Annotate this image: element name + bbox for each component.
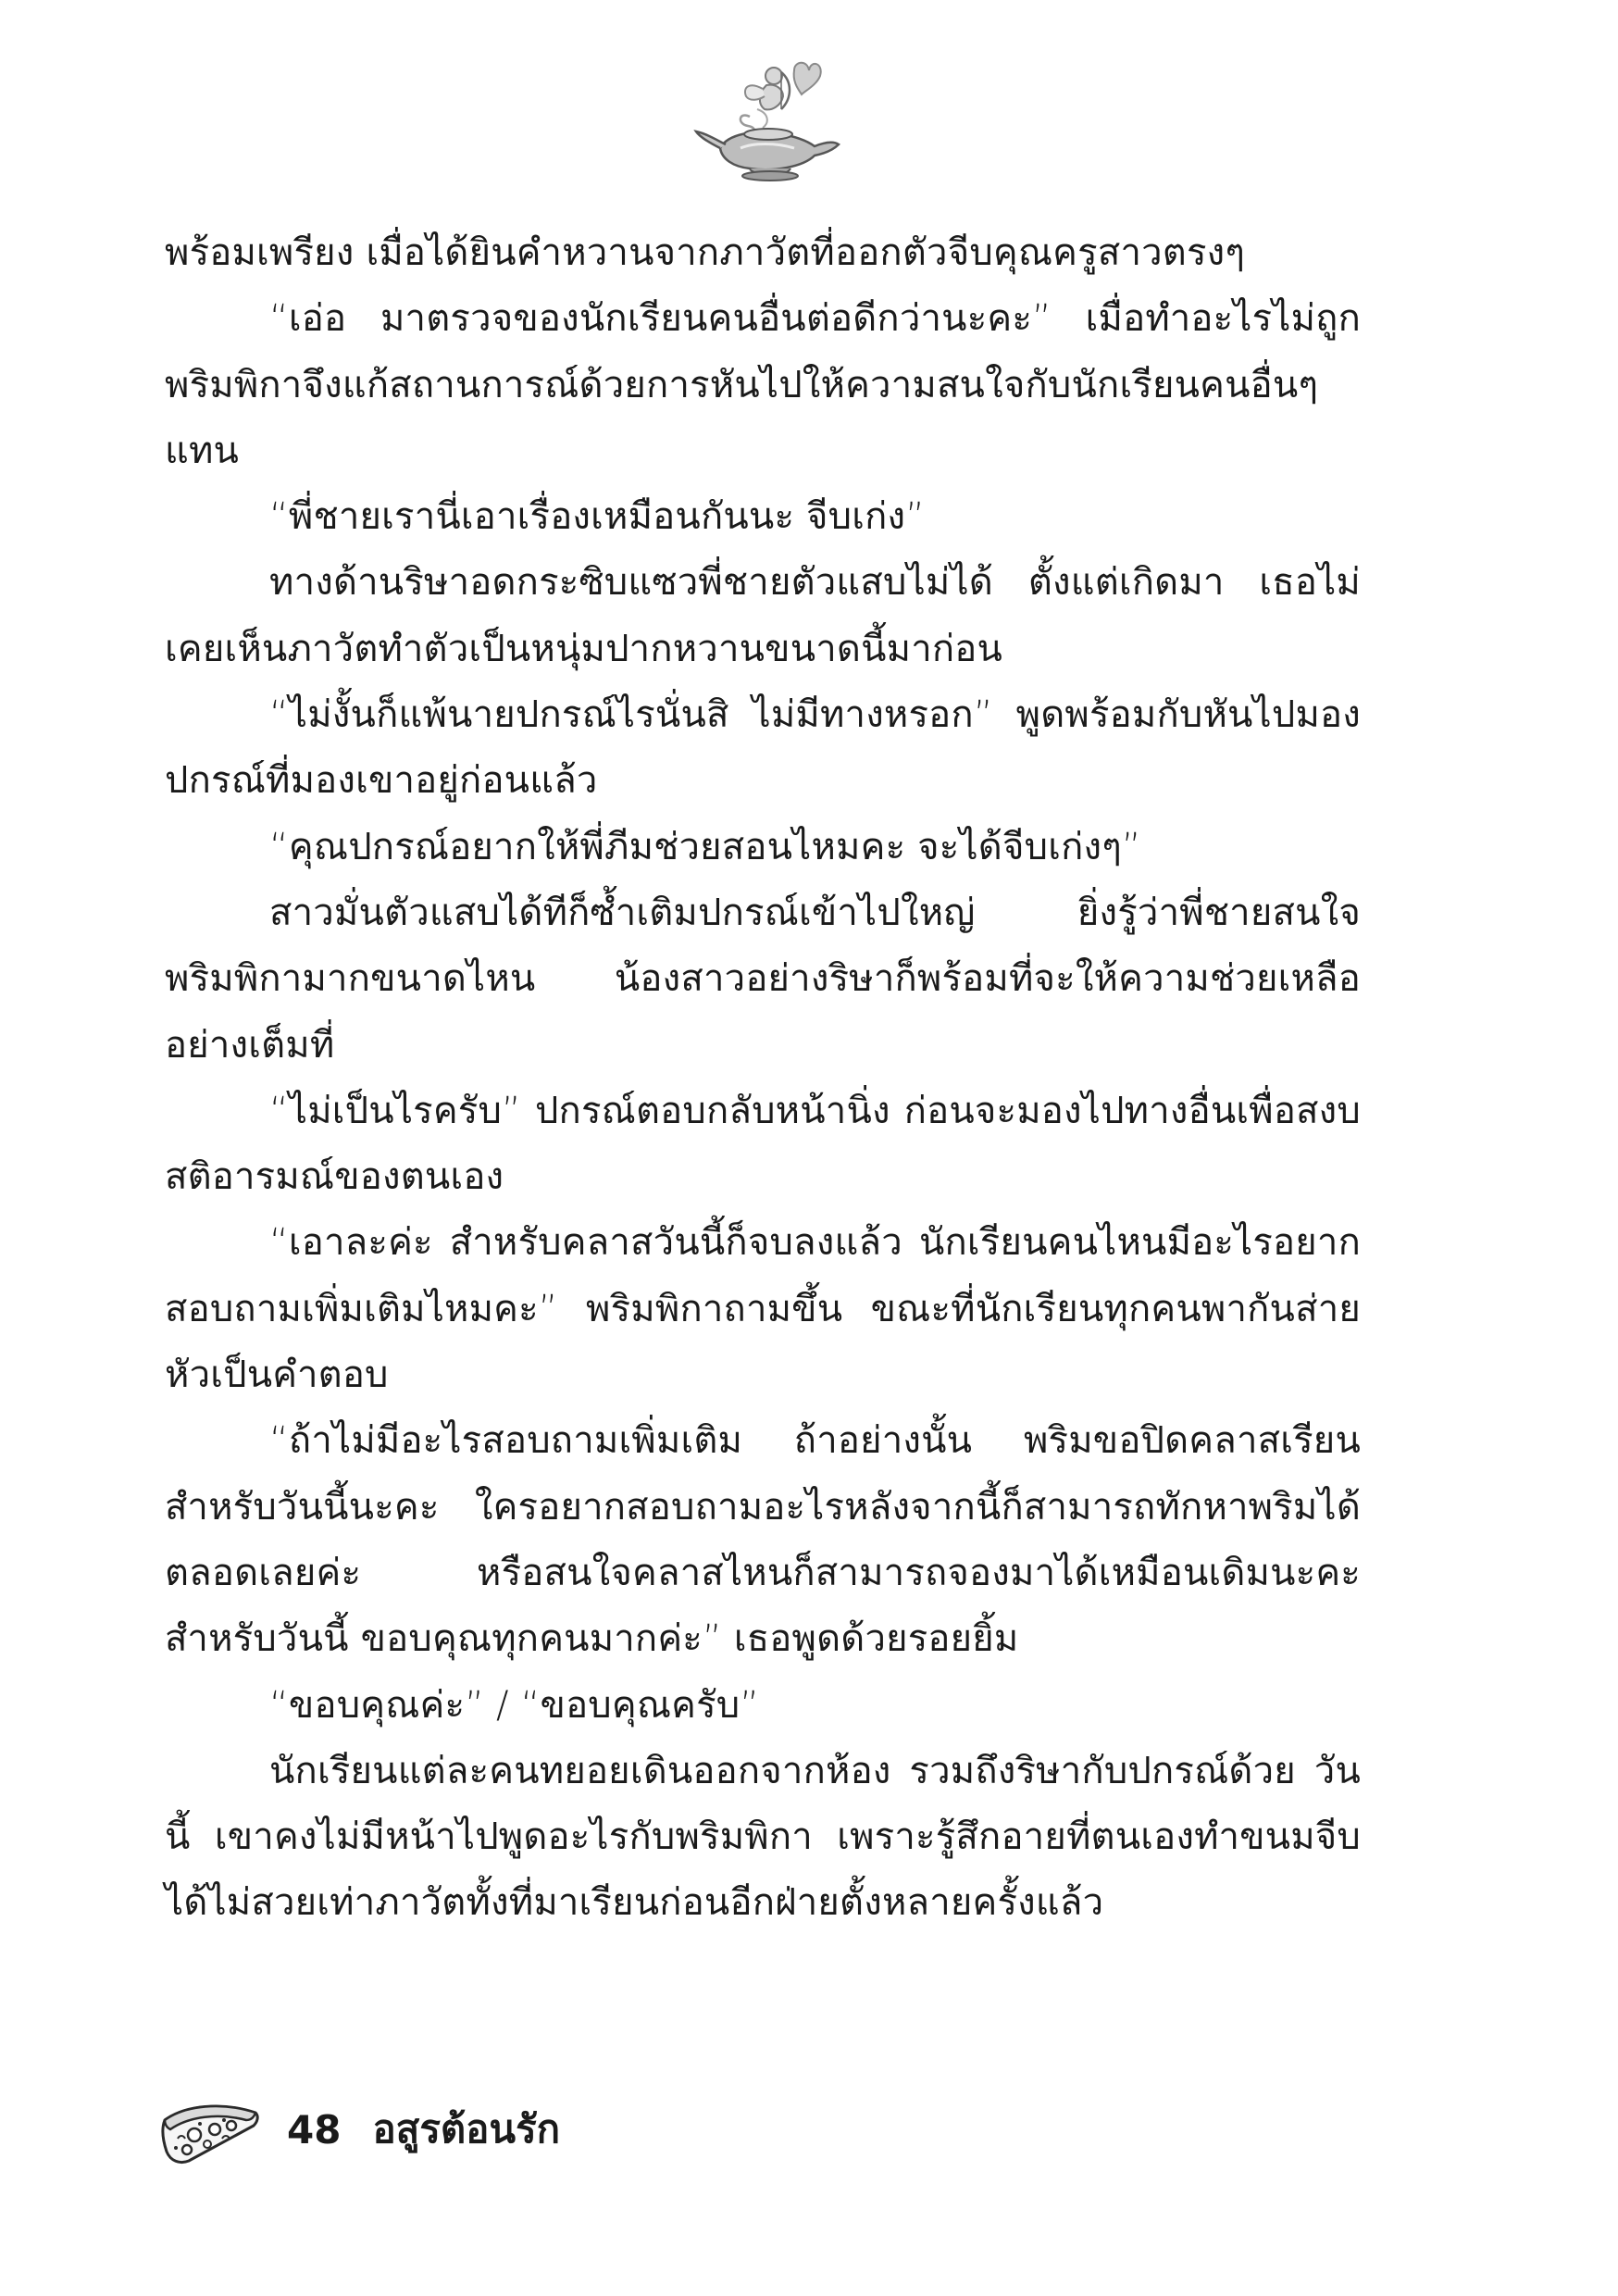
paragraph: “พี่ชายเรานี่เอาเรื่องเหมือนกันนะ จีบเก่ง” bbox=[269, 495, 926, 539]
page-number: 48 bbox=[287, 2106, 342, 2152]
body-text bbox=[165, 220, 1361, 1937]
paragraph: นักเรียนแต่ละคนทยอยเดินออกจากห้อง รวมถึงริษากับปกรณ์ด้วย วันนี้ เขาคงไม่มีหน้าไปพูดอะไรกับพริมพิกา เพราะรู้สึกอายที่ตนเองทำขนมจีบได้ไม่สวยเท่าภาวัตทั้งที่มาเรียนก่อนอีกฝ่ายตั้งหลายครั้งแล้ว bbox=[165, 1749, 1361, 1925]
pizza-slice-icon bbox=[157, 2092, 267, 2166]
paragraph: ทางด้านริษาอดกระซิบแซวพี่ชายตัวแสบไม่ได้ ตั้งแต่เกิดมา เธอไม่เคยเห็นภาวัตทำตัวเป็นหนุ่มปากหวานขนาดนี้มาก่อน bbox=[165, 561, 1361, 670]
paragraph: “ไม่งั้นก็แพ้นายปกรณ์ไรนั่นสิ ไม่มีทางหรอก” พูดพร้อมกับหันไปมองปกรณ์ที่มองเขาอยู่ก่อนแล้ว bbox=[165, 693, 1361, 803]
paragraph: พร้อมเพรียง เมื่อได้ยินคำหวานจากภาวัตที่ออกตัวจีบคุณครูสาวตรงๆ bbox=[165, 231, 1246, 274]
paragraph: สาวมั่นตัวแสบได้ทีก็ซ้ำเติมปกรณ์เข้าไปใหญ่ ยิ่งรู้ว่าพี่ชายสนใจพริมพิกามากขนาดไหน น้องสาวอย่างริษาก็พร้อมที่จะให้ความช่วยเหลืออย่างเต็มที่ bbox=[165, 891, 1361, 1067]
page-footer bbox=[157, 2083, 560, 2176]
paragraph: “ไม่เป็นไรครับ” ปกรณ์ตอบกลับหน้านิ่ง ก่อนจะมองไปทางอื่นเพื่อสงบสติอารมณ์ของตนเอง bbox=[165, 1089, 1361, 1199]
paragraph: “เอาละค่ะ สำหรับคลาสวันนี้ก็จบลงแล้ว นักเรียนคนไหนมีอะไรอยากสอบถามเพิ่มเติมไหมคะ” พริมพิกาถามขึ้น ขณะที่นักเรียนทุกคนพากันส่ายหัวเป็นคำตอบ bbox=[165, 1221, 1361, 1397]
book-title: อสูรต้อนรัก bbox=[372, 2106, 561, 2152]
paragraph: “คุณปกรณ์อยากให้พี่ภีมช่วยสอนไหมคะ จะได้จีบเก่งๆ” bbox=[269, 825, 1141, 868]
paragraph: “ถ้าไม่มีอะไรสอบถามเพิ่มเติม ถ้าอย่างนั้น พริมขอปิดคลาสเรียนสำหรับวันนี้นะคะ ใครอยากสอบถามอะไรหลังจากนี้ก็สามารถทักหาพริมได้ตลอดเลยค่ะ หรือสนใจคลาสไหนก็สามารถจองมาได้เหมือนเดิมนะคะ สำหรับวันนี้ ขอบคุณทุกคนมากค่ะ” เธอพูดด้วยรอยยิ้ม bbox=[165, 1419, 1361, 1661]
paragraph: “เอ่อ มาตรวจของนักเรียนคนอื่นต่อดีกว่านะคะ” เมื่อทำอะไรไม่ถูก พริมพิกาจึงแก้สถานการณ์ด้วยการหันไปให้ความสนใจกับนักเรียนคนอื่นๆ แทน bbox=[165, 297, 1361, 472]
paragraph: “ขอบคุณค่ะ” / “ขอบคุณครับ” bbox=[269, 1683, 760, 1727]
teapot-cupid-icon bbox=[685, 44, 852, 183]
